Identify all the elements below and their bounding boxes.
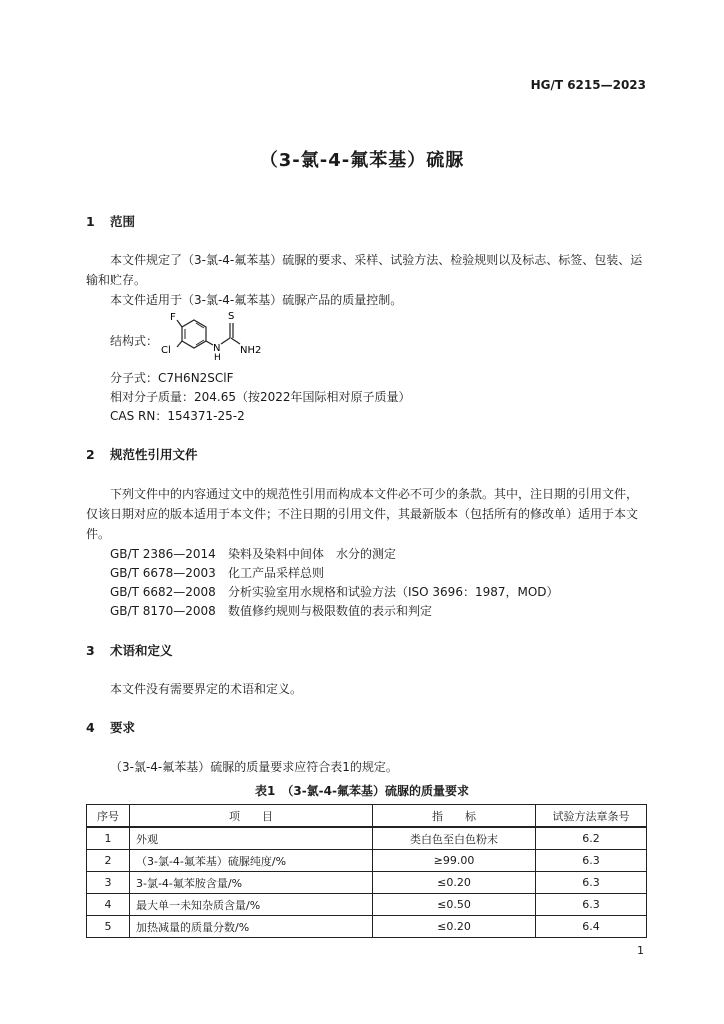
cell-item: 最大单一未知杂质含量/% xyxy=(130,894,373,916)
cell-serial: 1 xyxy=(87,827,130,850)
structural-formula xyxy=(150,308,270,364)
cell-method: 6.4 xyxy=(536,916,647,938)
cell-serial: 5 xyxy=(87,916,130,938)
section-4-heading xyxy=(86,718,135,736)
section-title: 术语和定义 xyxy=(110,643,173,658)
reference-item xyxy=(110,563,324,583)
table-row xyxy=(87,916,647,938)
cell-serial: 3 xyxy=(87,872,130,894)
formula-value: C7H6N2SClF xyxy=(158,371,234,385)
cell-index: ≤0.20 xyxy=(373,916,536,938)
section-title: 范围 xyxy=(110,214,136,229)
cell-method: 6.3 xyxy=(536,894,647,916)
header-method-clause: 试验方法章条号 xyxy=(536,805,647,828)
requirements-paragraph: （3-氯-4-氟苯基）硫脲的质量要求应符合表1的规定。 xyxy=(110,760,398,774)
section-number: 4 xyxy=(86,720,95,735)
terms-paragraph: 本文件没有需要界定的术语和定义。 xyxy=(110,682,303,696)
table-row xyxy=(87,894,647,916)
reference-code: GB/T 6682—2008 xyxy=(110,585,216,599)
molecule-diagram xyxy=(150,308,270,360)
cell-method: 6.2 xyxy=(536,827,647,850)
quality-requirements-table xyxy=(86,804,647,938)
reference-title: 染料及染料中间体 水分的测定 xyxy=(228,547,397,561)
section-1-heading xyxy=(86,212,135,230)
cell-item: 外观 xyxy=(130,827,373,850)
header-index: 指 标 xyxy=(373,805,536,828)
cell-serial: 4 xyxy=(87,894,130,916)
molecular-weight: 相对分子质量：204.65（按2022年国际相对原子质量） xyxy=(110,390,411,404)
cell-item: 加热减量的质量分数/% xyxy=(130,916,373,938)
molecular-formula xyxy=(110,368,234,388)
section-3-heading xyxy=(86,641,173,659)
section-title: 要求 xyxy=(110,720,136,735)
cell-serial: 2 xyxy=(87,850,130,872)
reference-code: GB/T 6678—2003 xyxy=(110,566,216,580)
cell-index: ≥99.00 xyxy=(373,850,536,872)
sulfur-label: S xyxy=(228,311,235,322)
cell-index: 类白色至白色粉末 xyxy=(373,827,536,850)
standard-number: HG/T 6215—2023 xyxy=(530,78,646,92)
page-number: 1 xyxy=(637,944,644,957)
scope-paragraph: 本文件规定了（3-氯-4-氟苯基）硫脲的要求、采样、试验方法、检验规则以及标志、标签、包装、运输和贮存。 xyxy=(86,253,643,287)
formula-label: 分子式： xyxy=(110,371,159,385)
header-item: 项 目 xyxy=(130,805,373,828)
reference-code: GB/T 2386—2014 xyxy=(110,547,216,561)
reference-item xyxy=(110,601,432,621)
reference-title: 化工产品采样总则 xyxy=(228,566,325,580)
cell-index: ≤0.50 xyxy=(373,894,536,916)
reference-item xyxy=(110,582,559,602)
reference-item xyxy=(110,544,396,564)
cell-index: ≤0.20 xyxy=(373,872,536,894)
chlorine-label: Cl xyxy=(161,345,171,356)
nitrogen-label: N xyxy=(213,343,221,354)
section-number: 3 xyxy=(86,643,95,658)
table-header-row xyxy=(87,805,647,828)
cas-number: CAS RN：154371-25-2 xyxy=(110,409,245,423)
section-number: 2 xyxy=(86,447,95,462)
table-caption: 表1 （3-氯-4-氟苯基）硫脲的质量要求 xyxy=(255,784,469,798)
cell-method: 6.3 xyxy=(536,850,647,872)
cell-item: （3-氯-4-氟苯基）硫脲纯度/% xyxy=(130,850,373,872)
table-row xyxy=(87,872,647,894)
section-title: 规范性引用文件 xyxy=(110,447,198,462)
cell-item: 3-氯-4-氟苯胺含量/% xyxy=(130,872,373,894)
reference-title: 分析实验室用水规格和试验方法（ISO 3696：1987，MOD） xyxy=(228,585,559,599)
header-serial: 序号 xyxy=(87,805,130,828)
reference-title: 数值修约规则与极限数值的表示和判定 xyxy=(228,604,433,618)
fluorine-label: F xyxy=(170,312,176,323)
cell-method: 6.3 xyxy=(536,872,647,894)
table-row xyxy=(87,850,647,872)
amine-label: NH2 xyxy=(240,345,262,356)
applicability-paragraph: 本文件适用于（3-氯-4-氟苯基）硫脲产品的质量控制。 xyxy=(110,293,403,307)
section-2-heading xyxy=(86,445,198,463)
document-title: （3-氯-4-氟苯基）硫脲 xyxy=(259,150,465,171)
normative-paragraph: 下列文件中的内容通过文中的规范性引用而构成本文件必不可少的条款。其中，注日期的引用文件，仅该日期对应的版本适用于本文件；不注日期的引用文件，其最新版本（包括所有的修改单）适用于本文件。 xyxy=(86,487,639,541)
table-row xyxy=(87,827,647,850)
structure-label: 结构式： xyxy=(110,334,159,348)
reference-code: GB/T 8170—2008 xyxy=(110,604,216,618)
section-number: 1 xyxy=(86,214,95,229)
hydrogen-label: H xyxy=(214,353,221,360)
